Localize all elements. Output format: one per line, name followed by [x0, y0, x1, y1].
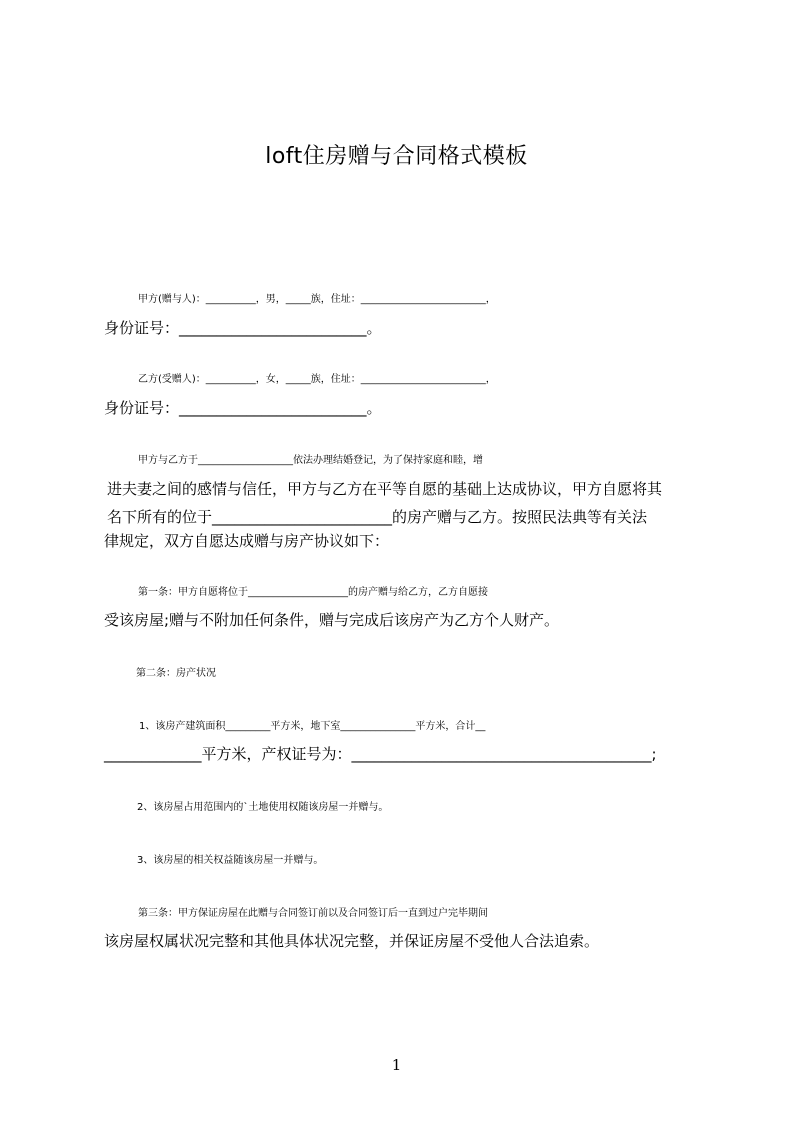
party-b-line: 乙方(受赠人)：__________，女，_____族，住址：_________________________， — [138, 374, 496, 385]
party-a-line: 甲方(赠与人)：__________，男，_____族，住址：_________________________， — [138, 294, 496, 305]
article-1-line-2: 受该房屋;赠与不附加任何条件，赠与完成后该房产为乙方个人财产。 — [104, 611, 560, 629]
article-1-line-1: 第一条：甲方自愿将位于____________________的房产赠与给乙方，乙方自愿接 — [138, 587, 488, 598]
article-2-heading: 第二条：房产状况 — [136, 668, 216, 679]
preamble-line-2: 进夫妻之间的感情与信任，甲方与乙方在平等自愿的基础上达成协议，甲方自愿将其 — [107, 480, 663, 498]
article-3-line-1: 第三条：甲方保证房屋在此赠与合同签订前以及合同签订后一直到过户完毕期间 — [138, 908, 488, 919]
article-2-item-3: 3、该房屋的相关权益随该房屋一并赠与。 — [137, 855, 324, 866]
party-b-id-line: 身份证号：_________________________。 — [104, 399, 382, 417]
document-title: loft住房赠与合同格式模板 — [265, 144, 528, 169]
preamble-line-3: 名下所有的位于________________________的房产赠与乙方。按照民法典等有关法 — [107, 508, 648, 526]
article-2-item-1-line-1: 1、该房产建筑面积_________平方米，地下室_______________平方米，合计__ — [139, 721, 486, 732]
article-3-line-2: 该房屋权属状况完整和其他具体状况完整，并保证房屋不受他人合法追索。 — [104, 932, 600, 950]
article-2-item-2: 2、该房屋占用范围内的`土地使用权随该房屋一并赠与。 — [137, 802, 389, 813]
preamble-line-4: 律规定，双方自愿达成赠与房产协议如下： — [104, 532, 390, 550]
article-2-item-1-line-2: _____________平方米，产权证号为：________________________________________; — [104, 745, 657, 763]
page-number: 1 — [391, 1056, 402, 1074]
preamble-line-1: 甲方与乙方于___________________依法办理结婚登记，为了保持家庭和睦，增 — [138, 455, 483, 466]
party-a-id-line: 身份证号：_________________________。 — [104, 319, 382, 337]
